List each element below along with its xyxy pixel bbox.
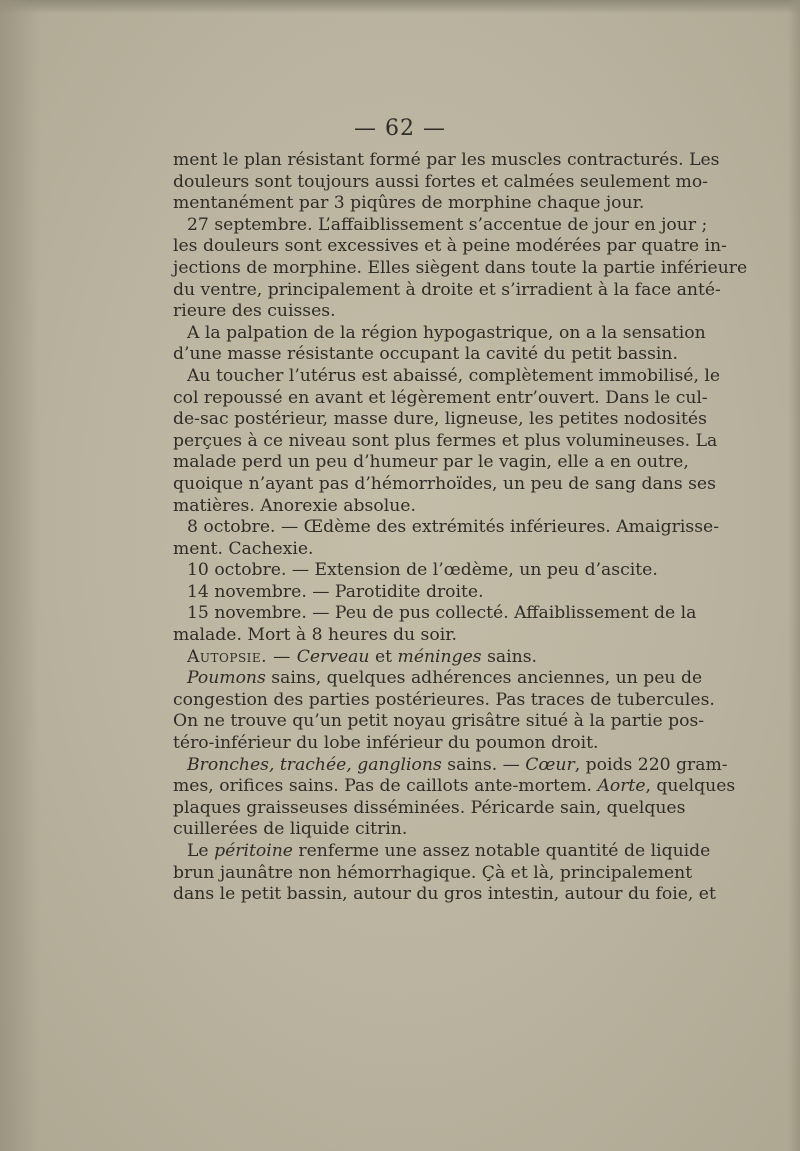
text-segment: sains. [481,646,538,667]
text-line [173,841,711,863]
italic-term: Poumons [187,668,266,689]
text-segment: rieure des cuisses. [173,301,336,322]
italic-term: méninges [397,646,482,667]
text-line [173,301,653,323]
text-segment: ment le plan résistant formé par les muscles contracturés. Les [173,150,720,170]
italic-term: Bronches, trachée, ganglions [187,754,442,775]
page-number: — 62 — [354,116,446,141]
text-line [173,236,727,258]
text-segment: les douleurs sont excessives et à peine modérées par quatre in- [173,236,727,257]
text-segment: 10 octobre. — Extension de l’œdème, un peu d’ascite. [187,560,658,581]
text-line [173,711,705,733]
text-segment: mentanément par 3 piqûres de morphine chaque jour. [173,193,645,214]
text-segment: matières. Anorexie absolue. [173,495,416,516]
text-segment: téro-inférieur du lobe inférieur du poumon droit. [173,733,599,754]
text-line [173,473,716,496]
text-segment: On ne trouve qu’un petit noyau grisâtre situé à la partie pos- [173,711,705,732]
body-text [173,150,748,906]
text-line [173,409,707,431]
text-line [173,582,653,604]
text-segment: 27 septembre. L’affaiblissement s’accentue de jour en jour ; [187,214,708,235]
text-line [173,560,658,582]
page-edge-shadow-left [0,0,40,1151]
text-line [173,193,653,215]
text-segment: , poids 220 gram- [574,754,728,775]
text-line [173,539,653,561]
text-line [173,214,708,237]
text-line [173,776,736,798]
text-segment: , quelques [645,776,736,797]
text-segment: Au toucher l’utérus est abaissé, complètement immobilisé, le [187,365,721,386]
text-segment: plaques graisseuses disséminées. Péricarde sain, quelques [173,797,686,818]
text-segment: col repoussé en avant et légèrement entr’ouvert. Dans le cul- [173,387,708,408]
text-line [173,884,716,906]
text-segment: 15 novembre. — Peu de pus collecté. Affaiblissement de la [187,603,697,624]
text-line [173,150,720,172]
text-line [173,387,708,410]
text-line [173,322,706,345]
italic-term: péritoine [214,841,293,861]
page-edge-shadow-top [0,0,800,14]
italic-term: Cœur [525,754,575,775]
italic-term: Aorte [597,776,646,797]
italic-term: Cerveau [296,646,370,667]
text-line [173,452,689,474]
text-segment: sains, quelques adhérences anciennes, un peu de [265,668,703,689]
text-line [173,430,718,453]
text-line [173,171,708,194]
text-segment: renferme une assez notable quantité de liquide [292,841,711,861]
text-segment: mes, orifices sains. Pas de caillots ante-mortem. [173,776,598,797]
text-segment: d’une masse résistante occupant la cavité du petit bassin. [173,344,678,365]
text-line [173,344,678,366]
text-segment: douleurs sont toujours aussi fortes et calmées seulement mo- [173,171,708,192]
text-line [173,689,715,712]
text-segment: perçues à ce niveau sont plus fermes et plus volumineuses. La [173,430,718,451]
text-line [173,625,653,647]
text-line [173,647,653,669]
text-segment: et [369,646,398,667]
section-heading: Autopsie. — [187,646,297,667]
text-segment: quoique n’ayant pas d’hémorrhoïdes, un peu de sang dans ses [173,473,716,494]
text-segment: A la palpation de la région hypogastrique, on a la sensation [187,322,706,343]
text-line [173,517,719,539]
text-segment: de-sac postérieur, masse dure, ligneuse, les petites nodosités [173,409,707,430]
text-line [173,365,721,388]
text-segment: sains. — [441,754,526,775]
text-segment: malade. Mort à 8 heures du soir. [173,625,458,646]
text-segment: jections de morphine. Elles siègent dans toute la partie inférieure [173,257,748,278]
text-segment: 8 octobre. — Œdème des extrémités inférieures. Amaigrisse- [187,517,719,538]
text-line [173,733,653,755]
text-line [173,668,703,690]
text-line [173,496,653,518]
text-line [173,819,653,841]
text-segment: Le [187,841,215,861]
text-segment: 14 novembre. — Parotidite droite. [187,581,484,602]
text-segment: congestion des parties postérieures. Pas traces de tubercules. [173,689,715,710]
text-line [173,754,728,777]
text-line [173,279,721,302]
text-segment: ment. Cachexie. [173,538,314,559]
page-edge-shadow-right [788,0,800,1151]
text-segment: malade perd un peu d’humeur par le vagin, elle a en outre, [173,452,689,473]
text-segment: du ventre, principalement à droite et s’irradient à la face anté- [173,279,721,300]
text-segment: dans le petit bassin, autour du gros intestin, autour du foie, et [173,884,716,905]
text-line [173,257,748,280]
text-segment: cuillerées de liquide citrin. [173,819,408,840]
text-line [173,862,693,885]
text-line [173,797,686,820]
text-line [173,603,697,625]
text-segment: brun jaunâtre non hémorrhagique. Çà et là, principalement [173,862,693,883]
